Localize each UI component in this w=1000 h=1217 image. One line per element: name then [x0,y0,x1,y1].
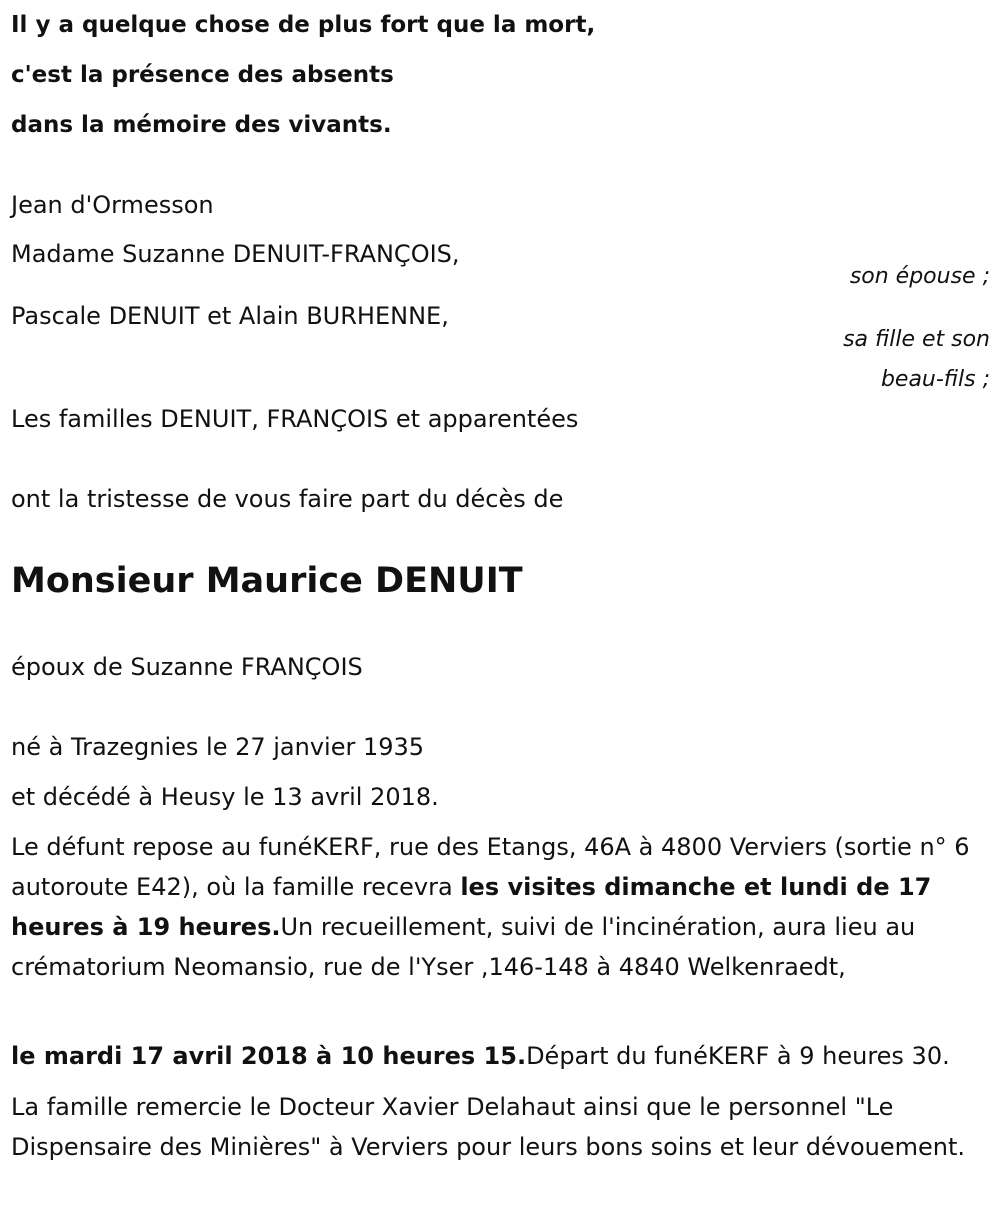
birth-info: né à Trazegnies le 27 janvier 1935 [11,733,425,761]
visit-hours: les visites dimanche et lundi de 17 heures à 19 heures. [11,873,932,941]
spouse-role: son épouse ; [849,264,990,289]
quote-line-2: c'est la présence des absents [11,62,394,88]
thanks-paragraph: La famille remercie le Docteur Xavier Delahaut ainsi que le personnel "Le Dispensaire des Minières" à Verviers pour leurs bons soins et leur dévouement. [11,1093,965,1161]
relatives: Les familles DENUIT, FRANÇOIS et apparentées [11,405,579,433]
funeral-details [11,827,993,987]
death-info: et décédé à Heusy le 13 avril 2018. [11,783,439,811]
ceremony-date-line [11,1036,993,1076]
visit-text: Le défunt repose au funéKERF, rue des Etangs, 46A à 4800 Verviers (sortie n° 6 autoroute E42), où la famille recevra [11,833,970,901]
children-name: Pascale DENUIT et Alain BURHENNE, [11,302,449,330]
departure-text: Départ du funéKERF à 9 heures 30. [526,1042,950,1070]
children-role-line-2: beau-fils ; [880,367,990,392]
deceased-name: Monsieur Maurice DENUIT [11,561,523,601]
ceremony-text: Un recueillement, suivi de l'incinération, aura lieu au crématorium Neomansio, rue de l'Yser ,146-148 à 4840 Welkenraedt, [11,913,916,981]
quote-author: Jean d'Ormesson [11,191,214,219]
announcement: ont la tristesse de vous faire part du décès de [11,485,564,513]
spouse-name: Madame Suzanne DENUIT-FRANÇOIS, [11,240,460,268]
children-role-line-1: sa fille et son [843,327,990,352]
quote-line-1: Il y a quelque chose de plus fort que la mort, [11,12,596,38]
quote-line-3: dans la mémoire des vivants. [11,112,392,138]
ceremony-date: le mardi 17 avril 2018 à 10 heures 15. [11,1042,527,1070]
spouse-of: époux de Suzanne FRANÇOIS [11,653,363,681]
